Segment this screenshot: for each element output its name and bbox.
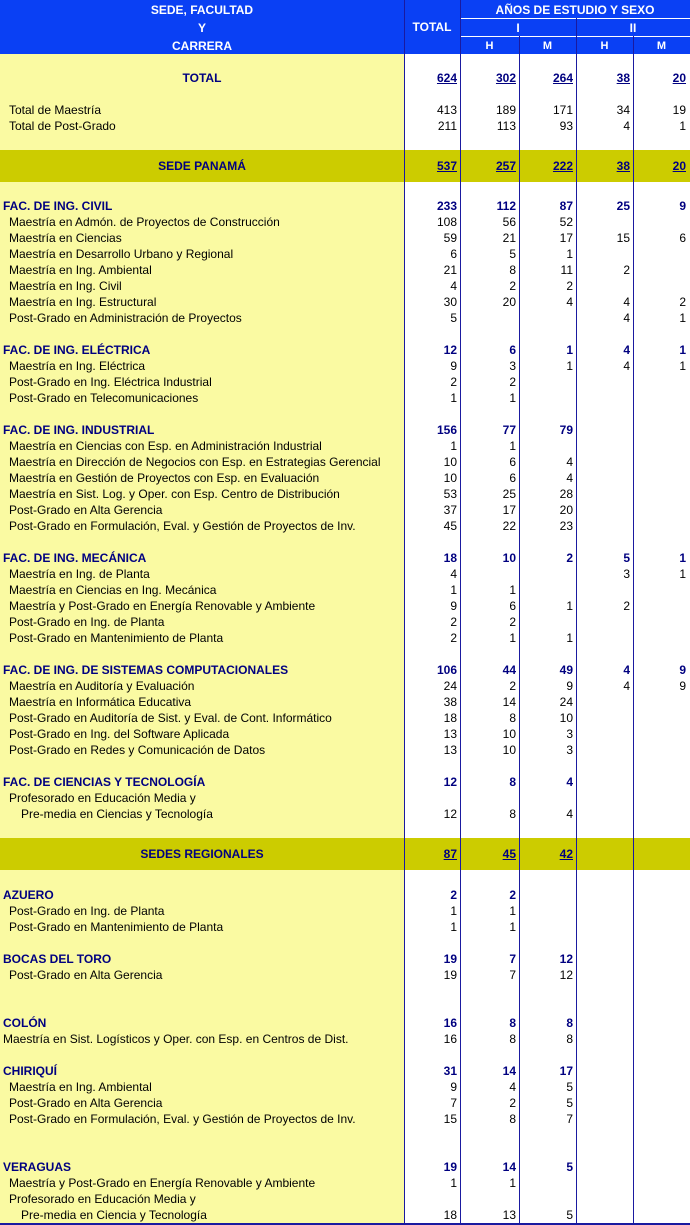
cell-year2-h: 4 [623,311,630,325]
row-label: Maestría en Ing. Estructural [9,295,157,309]
cell-year1-m: 2 [566,551,573,565]
cell-total: 7 [450,1096,457,1110]
cell-year1-h: 13 [502,1208,516,1222]
row-label: Post-Grado en Mantenimiento de Planta [9,920,224,934]
row-label: Total de Maestría [9,103,102,117]
table-group-row [0,846,690,862]
row-label: FAC. DE ING. DE SISTEMAS COMPUTACIONALES [3,663,289,677]
cell-total: 13 [443,743,457,757]
cell-year1-h[interactable]: 45 [502,847,516,861]
table-row [0,102,690,118]
row-label: Maestría en Ing. Civil [9,279,122,293]
row-label: FAC. DE CIENCIAS Y TECNOLOGÍA [3,775,206,789]
cell-total: 38 [443,695,457,709]
cell-total: 12 [443,807,457,821]
cell-total: 156 [436,423,457,437]
cell-total: 16 [443,1032,457,1046]
cell-year2-m: 9 [679,679,686,693]
cell-year2-h: 2 [623,599,630,613]
row-label: Maestría y Post-Grado en Energía Renovable y Ambiente [9,599,316,613]
cell-total: 30 [443,295,457,309]
cell-year1-h: 14 [502,1160,516,1174]
cell-total: 413 [436,103,457,117]
cell-year1-h: 77 [502,423,516,437]
cell-total: 2 [450,375,457,389]
cell-total: 106 [436,663,457,677]
cell-year1-m: 7 [566,1112,573,1126]
cell-year1-h: 7 [509,952,516,966]
row-label: Maestría en Ciencias [9,231,122,245]
cell-year2-h: 4 [623,679,630,693]
cell-year1-h: 3 [509,359,516,373]
cell-year2-m: 2 [679,295,686,309]
column-divider [633,36,634,1225]
cell-year1-h: 8 [509,1112,516,1126]
cell-year2-h: 25 [616,199,630,213]
cell-year2-h[interactable]: 38 [616,71,630,85]
row-label: Maestría y Post-Grado en Energía Renovable y Ambiente [9,1176,316,1190]
cell-year2-m: 19 [672,103,686,117]
cell-year1-m: 12 [559,968,573,982]
row-label: TOTAL [182,71,222,85]
row-label: FAC. DE ING. ELÉCTRICA [3,343,151,357]
cell-total: 1 [450,391,457,405]
cell-total: 9 [450,1080,457,1094]
cell-year1-h: 6 [509,455,516,469]
cell-total: 10 [443,455,457,469]
cell-year1-m[interactable]: 42 [559,847,573,861]
cell-total: 59 [443,231,457,245]
cell-year1-h[interactable]: 257 [495,159,516,173]
row-label: Post-Grado en Alta Gerencia [9,968,163,982]
row-label: Maestría en Informática Educativa [9,695,192,709]
cell-year1-h: 2 [509,279,516,293]
cell-year1-h: 21 [502,231,516,245]
cell-year2-h: 15 [616,231,630,245]
cell-total: 45 [443,519,457,533]
cell-total[interactable]: 624 [436,71,457,85]
table-row [0,486,690,502]
cell-year1-h: 1 [509,904,516,918]
row-label: BOCAS DEL TORO [3,952,112,966]
table-row [0,903,690,919]
cell-year1-h: 8 [509,1032,516,1046]
row-label: Pre-media en Ciencia y Tecnología [21,1208,207,1222]
cell-year1-h: 1 [509,439,516,453]
cell-year2-m: 1 [679,551,686,565]
cell-year1-m: 9 [566,679,573,693]
table-row [0,614,690,630]
cell-year1-m: 4 [566,775,573,789]
cell-year2-m: 6 [679,231,686,245]
cell-year2-h: 4 [623,119,630,133]
row-label: VERAGUAS [3,1160,72,1174]
header-m1: M [542,40,553,52]
cell-year1-m: 49 [559,663,573,677]
cell-total: 31 [443,1064,457,1078]
cell-year1-h: 112 [496,199,516,213]
table-row [0,1079,690,1095]
row-label: FAC. DE ING. INDUSTRIAL [3,423,155,437]
cell-year1-m: 1 [566,359,573,373]
table-row [0,582,690,598]
cell-year1-m: 79 [559,423,573,437]
cell-year1-h: 56 [502,215,516,229]
row-label: Maestría en Admón. de Proyectos de Construcción [9,215,280,229]
row-label: Post-Grado en Mantenimiento de Planta [9,631,224,645]
table-row [0,598,690,614]
cell-year2-m: 1 [679,359,686,373]
cell-year2-h: 4 [623,295,630,309]
row-label: Post-Grado en Ing. de Planta [9,904,165,918]
row-label: Total de Post-Grado [9,119,116,133]
table-group-row [0,887,690,903]
table-row [0,454,690,470]
table-group-row [0,550,690,566]
cell-year1-m: 1 [566,631,573,645]
table-row [0,278,690,294]
cell-total[interactable]: 537 [436,159,457,173]
cell-year1-m: 17 [559,231,573,245]
cell-total: 24 [443,679,457,693]
cell-year1-m: 20 [559,503,573,517]
table-row [0,294,690,310]
row-label: Profesorado en Educación Media y [9,791,196,805]
cell-total: 4 [450,567,457,581]
row-label: Post-Grado en Redes y Comunicación de Datos [9,743,266,757]
table-group-row [0,951,690,967]
header-col1-line1: SEDE, FACULTAD [150,3,254,17]
table-row [0,726,690,742]
cell-year1-m: 8 [566,1032,573,1046]
cell-year1-h: 44 [502,663,516,677]
cell-total[interactable]: 87 [443,847,457,861]
column-divider [460,0,461,1225]
row-label: SEDES REGIONALES [140,847,264,861]
cell-total: 9 [450,599,457,613]
cell-year1-h: 189 [495,103,516,117]
row-label: Maestría en Ing. Ambiental [9,263,152,277]
table-row [0,390,690,406]
cell-total: 18 [443,711,457,725]
table-row [0,1111,690,1127]
cell-total: 108 [436,215,457,229]
header-h1: H [485,40,494,52]
cell-year1-h: 6 [509,471,516,485]
cell-total: 19 [443,1160,457,1174]
cell-year2-h: 34 [616,103,630,117]
cell-year1-h: 10 [502,727,516,741]
cell-year1-h: 8 [509,711,516,725]
table-row [0,214,690,230]
cell-year1-m: 17 [559,1064,573,1078]
row-label: Post-Grado en Alta Gerencia [9,503,163,517]
cell-total: 1 [450,583,457,597]
column-divider [576,18,577,1225]
table-row [0,438,690,454]
cell-total: 1 [450,920,457,934]
cell-year1-h: 6 [509,343,516,357]
cell-total: 53 [443,487,457,501]
row-label: FAC. DE ING. MECÁNICA [3,551,147,565]
cell-total: 1 [450,1176,457,1190]
table-group-row [0,1159,690,1175]
column-divider [519,36,520,1225]
cell-year1-h: 10 [502,551,516,565]
cell-year1-h: 17 [502,503,516,517]
cell-year1-h: 1 [509,1176,516,1190]
row-label: Maestría en Gestión de Proyectos con Esp. en Evaluación [9,471,320,485]
row-label: CHIRIQUÍ [3,1064,57,1078]
row-label: Maestría en Ing. Ambiental [9,1080,152,1094]
cell-year2-h: 4 [623,343,630,357]
cell-year2-h: 5 [623,551,630,565]
row-label: Maestría en Ing. de Planta [9,567,150,581]
table-row [0,919,690,935]
header-year-2: II [629,21,637,35]
cell-total: 211 [437,119,457,133]
row-label: FAC. DE ING. CIVIL [3,199,113,213]
cell-year2-h: 4 [623,663,630,677]
table-row [0,1207,690,1223]
cell-year1-m: 1 [566,599,573,613]
cell-year1-m: 2 [566,279,573,293]
cell-year2-h: 3 [623,567,630,581]
row-label: Post-Grado en Telecomunicaciones [9,391,199,405]
cell-year1-h: 1 [509,920,516,934]
cell-total: 19 [443,968,457,982]
cell-year1-m: 5 [566,1096,573,1110]
cell-year1-m: 3 [566,743,573,757]
cell-total: 1 [450,904,457,918]
row-label: SEDE PANAMÁ [158,159,246,173]
cell-total: 1 [450,439,457,453]
row-label: Maestría en Ing. Eléctrica [9,359,146,373]
table-row [0,230,690,246]
row-label: Maestría en Desarrollo Urbano y Regional [9,247,234,261]
cell-total: 2 [450,615,457,629]
header-divider [460,18,690,19]
cell-year1-h: 8 [509,263,516,277]
cell-year1-m: 11 [560,263,573,277]
table-row [0,678,690,694]
cell-year1-h: 2 [509,375,516,389]
cell-year1-h: 8 [509,775,516,789]
cell-year1-h: 4 [509,1080,516,1094]
table-group-row [0,422,690,438]
row-label: Maestría en Dirección de Negocios con Esp. en Estrategias Gerencial [9,455,381,469]
cell-year1-m: 5 [566,1160,573,1174]
table-row [0,806,690,822]
cell-year2-m: 1 [679,343,686,357]
header-divider-2 [460,36,690,37]
cell-year1-m: 1 [566,247,573,261]
cell-year2-m[interactable]: 20 [672,71,686,85]
cell-year1-h: 14 [502,1064,516,1078]
table-row [0,566,690,582]
table-row [0,694,690,710]
cell-year1-h: 2 [509,888,516,902]
cell-year1-m: 4 [566,471,573,485]
table-group-row [0,774,690,790]
cell-total: 2 [450,888,457,902]
cell-total: 233 [436,199,457,213]
table-row [0,1191,690,1207]
row-label: Post-Grado en Formulación, Eval. y Gestión de Proyectos de Inv. [9,1112,356,1126]
cell-total: 13 [443,727,457,741]
row-label: COLÓN [3,1016,47,1030]
cell-year1-h[interactable]: 302 [495,71,516,85]
cell-year1-m[interactable]: 222 [552,159,573,173]
cell-year1-m: 12 [559,952,573,966]
cell-year1-h: 22 [502,519,516,533]
row-label: Maestría en Ciencias con Esp. en Administración Industrial [9,439,322,453]
row-label: Maestría en Auditoría y Evaluación [9,679,195,693]
cell-total: 6 [450,247,457,261]
header-year-1: I [516,21,520,35]
row-label: Post-Grado en Administración de Proyectos [9,311,242,325]
table-group-row [0,158,690,174]
cell-year1-h: 1 [509,631,516,645]
row-label: AZUERO [3,888,54,902]
cell-year1-h: 6 [509,599,516,613]
table-row [0,310,690,326]
row-label: Maestría en Sist. Log. y Oper. con Esp. Centro de Distribución [9,487,340,501]
table-row [0,374,690,390]
cell-year1-m: 3 [566,727,573,741]
cell-total: 5 [450,311,457,325]
table-row [0,246,690,262]
cell-year1-h: 2 [509,615,516,629]
table-row [0,967,690,983]
cell-year2-m[interactable]: 20 [672,159,686,173]
table-row [0,630,690,646]
cell-total: 18 [443,1208,457,1222]
row-label: Profesorado en Educación Media y [9,1192,196,1206]
row-label: Post-Grado en Ing. del Software Aplicada [9,727,230,741]
header-m2: M [656,40,667,52]
cell-total: 4 [450,279,457,293]
row-label: Post-Grado en Alta Gerencia [9,1096,163,1110]
cell-year1-m: 23 [559,519,573,533]
table-row [0,358,690,374]
cell-year1-h: 113 [496,119,516,133]
cell-total: 10 [443,471,457,485]
cell-year1-h: 7 [509,968,516,982]
cell-year2-m: 1 [679,567,686,581]
table-group-row [0,662,690,678]
cell-year1-h: 5 [509,247,516,261]
table-row [0,518,690,534]
table-group-row [0,342,690,358]
cell-total: 37 [443,503,457,517]
cell-total: 15 [443,1112,457,1126]
cell-year1-m: 171 [552,103,573,117]
cell-year1-m: 52 [559,215,573,229]
cell-year1-m: 8 [566,1016,573,1030]
cell-year1-h: 10 [502,743,516,757]
cell-year1-m: 87 [559,199,573,213]
table-group-row [0,70,690,86]
cell-year1-h: 20 [502,295,516,309]
cell-year1-h: 1 [509,583,516,597]
cell-total: 2 [450,631,457,645]
row-label: Post-Grado en Auditoría de Sist. y Eval. de Cont. Informático [9,711,332,725]
cell-year1-m: 10 [559,711,573,725]
cell-total: 12 [443,343,457,357]
table-group-row [0,198,690,214]
cell-year1-m: 5 [566,1208,573,1222]
cell-year1-m: 4 [566,455,573,469]
cell-year1-h: 2 [509,1096,516,1110]
cell-year2-m: 1 [679,119,686,133]
table-row [0,262,690,278]
cell-year1-m: 4 [566,807,573,821]
table-row [0,790,690,806]
cell-year1-m: 1 [566,343,573,357]
cell-year1-h: 8 [509,807,516,821]
cell-year1-m: 93 [559,119,573,133]
cell-year2-m: 9 [679,199,686,213]
table-row [0,1095,690,1111]
header-years: AÑOS DE ESTUDIO Y SEXO [495,3,655,17]
cell-year1-m[interactable]: 264 [552,71,573,85]
cell-total: 9 [450,359,457,373]
cell-year1-h: 14 [502,695,516,709]
row-label: Post-Grado en Ing. de Planta [9,615,165,629]
cell-year1-h: 2 [509,679,516,693]
header-total: TOTAL [412,20,452,34]
table-group-row [0,1063,690,1079]
cell-year1-m: 4 [566,295,573,309]
column-divider [404,0,405,1225]
row-label: Post-Grado en Formulación, Eval. y Gestión de Proyectos de Inv. [9,519,356,533]
table-group-row [0,1015,690,1031]
cell-year1-m: 24 [559,695,573,709]
header-col1-line2: Y [197,21,206,35]
header-col1-line3: CARRERA [172,39,232,53]
cell-year1-h: 8 [509,1016,516,1030]
cell-year1-m: 5 [566,1080,573,1094]
table-row [0,118,690,134]
cell-total: 21 [443,263,457,277]
row-label: Post-Grado en Ing. Eléctrica Industrial [9,375,212,389]
table-row [0,502,690,518]
cell-year2-m: 1 [679,311,686,325]
row-label: Maestría en Sist. Logísticos y Oper. con Esp. en Centros de Dist. [3,1032,349,1046]
table-row [0,1031,690,1047]
cell-year1-h: 25 [502,487,516,501]
cell-year2-h: 4 [623,359,630,373]
cell-total: 16 [443,1016,457,1030]
cell-year1-m: 28 [559,487,573,501]
row-label: Pre-media en Ciencias y Tecnología [21,807,213,821]
row-label: Maestría en Ciencias en Ing. Mecánica [9,583,217,597]
table-row [0,710,690,726]
cell-total: 12 [443,775,457,789]
table-row [0,470,690,486]
cell-year2-h[interactable]: 38 [616,159,630,173]
cell-year2-h: 2 [623,263,630,277]
cell-year2-m: 9 [679,663,686,677]
cell-total: 19 [443,952,457,966]
table-row [0,1175,690,1191]
table-row [0,742,690,758]
cell-year1-h: 1 [509,391,516,405]
cell-total: 18 [443,551,457,565]
header-h2: H [600,40,609,52]
